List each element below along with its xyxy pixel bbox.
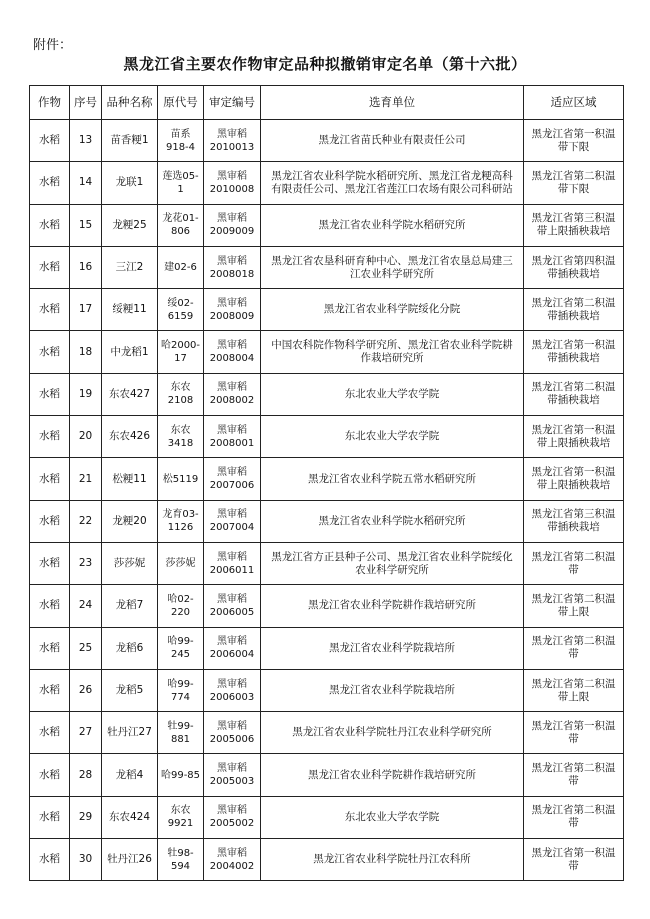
original-code-cell: 苗系918-4 <box>158 120 204 162</box>
table-row <box>30 754 624 796</box>
region-cell: 黑龙江省第一积温带上限插秧栽培 <box>524 416 624 458</box>
header-crop: 作物 <box>30 86 70 120</box>
breeder-cell: 黑龙江省农垦科研育种中心、黑龙江省农垦总局建三江农业科学研究所 <box>261 246 524 288</box>
breeder-cell: 黑龙江省苗氏种业有限责任公司 <box>261 120 524 162</box>
header-breeder: 选育单位 <box>261 86 524 120</box>
original-code-cell: 莲选05-1 <box>158 162 204 204</box>
original-code-cell: 绥02-6159 <box>158 289 204 331</box>
region-cell: 黑龙江省第四积温带插秧栽培 <box>524 246 624 288</box>
breeder-cell: 东北农业大学农学院 <box>261 796 524 838</box>
breeder-cell: 黑龙江省农业科学院栽培所 <box>261 627 524 669</box>
variety-name-cell: 三江2 <box>102 246 158 288</box>
breeder-cell: 东北农业大学农学院 <box>261 416 524 458</box>
table-header-row <box>30 86 624 120</box>
variety-name-cell: 龙稻5 <box>102 669 158 711</box>
crop-cell: 水稻 <box>30 585 70 627</box>
breeder-cell: 黑龙江省方正县种子公司、黑龙江省农业科学院绥化农业科学研究所 <box>261 542 524 584</box>
table-row <box>30 120 624 162</box>
crop-cell: 水稻 <box>30 669 70 711</box>
approval-number-cell: 黑审稻2009009 <box>204 204 261 246</box>
approval-number-cell: 黑审稻2006004 <box>204 627 261 669</box>
approval-number-cell: 黑审稻2004002 <box>204 839 261 881</box>
approval-number-cell: 黑审稻2008004 <box>204 331 261 373</box>
breeder-cell: 黑龙江省农业科学院栽培所 <box>261 669 524 711</box>
variety-name-cell: 龙稻6 <box>102 627 158 669</box>
table-row <box>30 669 624 711</box>
breeder-cell: 黑龙江省农业科学院水稻研究所、黑龙江省龙粳高科有限责任公司、黑龙江省莲江口农场有限公司科研站 <box>261 162 524 204</box>
table-row <box>30 712 624 754</box>
revocation-table <box>29 85 624 881</box>
original-code-cell: 哈99-245 <box>158 627 204 669</box>
number-cell: 16 <box>70 246 102 288</box>
table-row <box>30 627 624 669</box>
variety-name-cell: 松粳11 <box>102 458 158 500</box>
number-cell: 24 <box>70 585 102 627</box>
variety-name-cell: 莎莎妮 <box>102 542 158 584</box>
region-cell: 黑龙江省第二积温带下限 <box>524 162 624 204</box>
original-code-cell: 建02-6 <box>158 246 204 288</box>
number-cell: 30 <box>70 839 102 881</box>
number-cell: 17 <box>70 289 102 331</box>
original-code-cell: 龙育03-1126 <box>158 500 204 542</box>
table-row <box>30 542 624 584</box>
approval-number-cell: 黑审稻2006005 <box>204 585 261 627</box>
attachment-label: 附件： <box>33 38 73 53</box>
crop-cell: 水稻 <box>30 627 70 669</box>
original-code-cell: 松5119 <box>158 458 204 500</box>
crop-cell: 水稻 <box>30 373 70 415</box>
breeder-cell: 黑龙江省农业科学院五常水稻研究所 <box>261 458 524 500</box>
header-region: 适应区域 <box>524 86 624 120</box>
crop-cell: 水稻 <box>30 754 70 796</box>
breeder-cell: 黑龙江省农业科学院牡丹江农业科学研究所 <box>261 712 524 754</box>
breeder-cell: 黑龙江省农业科学院耕作栽培研究所 <box>261 754 524 796</box>
number-cell: 23 <box>70 542 102 584</box>
variety-name-cell: 牡丹江27 <box>102 712 158 754</box>
number-cell: 14 <box>70 162 102 204</box>
approval-number-cell: 黑审稻2005002 <box>204 796 261 838</box>
table-row <box>30 331 624 373</box>
header-approval-number: 审定编号 <box>204 86 261 120</box>
number-cell: 13 <box>70 120 102 162</box>
number-cell: 22 <box>70 500 102 542</box>
variety-name-cell: 龙稻4 <box>102 754 158 796</box>
original-code-cell: 哈2000-17 <box>158 331 204 373</box>
region-cell: 黑龙江省第一积温带 <box>524 839 624 881</box>
original-code-cell: 东农3418 <box>158 416 204 458</box>
table-row <box>30 839 624 881</box>
crop-cell: 水稻 <box>30 458 70 500</box>
approval-number-cell: 黑审稻2007004 <box>204 500 261 542</box>
approval-number-cell: 黑审稻2006003 <box>204 669 261 711</box>
crop-cell: 水稻 <box>30 120 70 162</box>
number-cell: 21 <box>70 458 102 500</box>
region-cell: 黑龙江省第二积温带上限 <box>524 669 624 711</box>
table-row <box>30 585 624 627</box>
table-row <box>30 373 624 415</box>
table-row <box>30 246 624 288</box>
crop-cell: 水稻 <box>30 416 70 458</box>
region-cell: 黑龙江省第二积温带 <box>524 754 624 796</box>
original-code-cell: 哈99-85 <box>158 754 204 796</box>
region-cell: 黑龙江省第一积温带下限 <box>524 120 624 162</box>
original-code-cell: 牡99-881 <box>158 712 204 754</box>
header-variety-name: 品种名称 <box>102 86 158 120</box>
variety-name-cell: 龙粳25 <box>102 204 158 246</box>
table-row <box>30 204 624 246</box>
table-row <box>30 162 624 204</box>
region-cell: 黑龙江省第三积温带插秧栽培 <box>524 500 624 542</box>
table-row <box>30 416 624 458</box>
number-cell: 15 <box>70 204 102 246</box>
table-row <box>30 500 624 542</box>
variety-name-cell: 龙稻7 <box>102 585 158 627</box>
original-code-cell: 东农2108 <box>158 373 204 415</box>
original-code-cell: 牡98-594 <box>158 839 204 881</box>
variety-name-cell: 龙粳20 <box>102 500 158 542</box>
original-code-cell: 东农9921 <box>158 796 204 838</box>
approval-number-cell: 黑审稻2005006 <box>204 712 261 754</box>
approval-number-cell: 黑审稻2006011 <box>204 542 261 584</box>
approval-number-cell: 黑审稻2008009 <box>204 289 261 331</box>
region-cell: 黑龙江省第二积温带插秧栽培 <box>524 289 624 331</box>
region-cell: 黑龙江省第二积温带插秧栽培 <box>524 373 624 415</box>
table-row <box>30 796 624 838</box>
number-cell: 27 <box>70 712 102 754</box>
region-cell: 黑龙江省第二积温带 <box>524 627 624 669</box>
approval-number-cell: 黑审稻2010013 <box>204 120 261 162</box>
region-cell: 黑龙江省第二积温带 <box>524 796 624 838</box>
variety-name-cell: 牡丹江26 <box>102 839 158 881</box>
header-original-code: 原代号 <box>158 86 204 120</box>
region-cell: 黑龙江省第一积温带上限插秧栽培 <box>524 458 624 500</box>
approval-number-cell: 黑审稻2005003 <box>204 754 261 796</box>
breeder-cell: 中国农科院作物科学研究所、黑龙江省农业科学院耕作栽培研究所 <box>261 331 524 373</box>
breeder-cell: 黑龙江省农业科学院牡丹江农科所 <box>261 839 524 881</box>
original-code-cell: 莎莎妮 <box>158 542 204 584</box>
crop-cell: 水稻 <box>30 162 70 204</box>
approval-number-cell: 黑审稻2007006 <box>204 458 261 500</box>
crop-cell: 水稻 <box>30 712 70 754</box>
crop-cell: 水稻 <box>30 796 70 838</box>
table-row <box>30 458 624 500</box>
variety-name-cell: 龙联1 <box>102 162 158 204</box>
approval-number-cell: 黑审稻2010008 <box>204 162 261 204</box>
number-cell: 25 <box>70 627 102 669</box>
variety-name-cell: 东农426 <box>102 416 158 458</box>
original-code-cell: 哈02-220 <box>158 585 204 627</box>
variety-name-cell: 苗香粳1 <box>102 120 158 162</box>
number-cell: 19 <box>70 373 102 415</box>
region-cell: 黑龙江省第二积温带 <box>524 542 624 584</box>
breeder-cell: 东北农业大学农学院 <box>261 373 524 415</box>
region-cell: 黑龙江省第三积温带上限插秧栽培 <box>524 204 624 246</box>
crop-cell: 水稻 <box>30 204 70 246</box>
crop-cell: 水稻 <box>30 542 70 584</box>
crop-cell: 水稻 <box>30 500 70 542</box>
number-cell: 29 <box>70 796 102 838</box>
table-row <box>30 289 624 331</box>
variety-name-cell: 绥粳11 <box>102 289 158 331</box>
approval-number-cell: 黑审稻2008001 <box>204 416 261 458</box>
approval-number-cell: 黑审稻2008002 <box>204 373 261 415</box>
variety-name-cell: 东农427 <box>102 373 158 415</box>
approval-number-cell: 黑审稻2008018 <box>204 246 261 288</box>
crop-cell: 水稻 <box>30 246 70 288</box>
crop-cell: 水稻 <box>30 289 70 331</box>
number-cell: 18 <box>70 331 102 373</box>
crop-cell: 水稻 <box>30 839 70 881</box>
number-cell: 28 <box>70 754 102 796</box>
breeder-cell: 黑龙江省农业科学院水稻研究所 <box>261 204 524 246</box>
region-cell: 黑龙江省第二积温带上限 <box>524 585 624 627</box>
breeder-cell: 黑龙江省农业科学院水稻研究所 <box>261 500 524 542</box>
variety-name-cell: 中龙稻1 <box>102 331 158 373</box>
region-cell: 黑龙江省第一积温带 <box>524 712 624 754</box>
variety-name-cell: 东农424 <box>102 796 158 838</box>
breeder-cell: 黑龙江省农业科学院耕作栽培研究所 <box>261 585 524 627</box>
header-number: 序号 <box>70 86 102 120</box>
original-code-cell: 龙花01-806 <box>158 204 204 246</box>
number-cell: 26 <box>70 669 102 711</box>
crop-cell: 水稻 <box>30 331 70 373</box>
breeder-cell: 黑龙江省农业科学院绥化分院 <box>261 289 524 331</box>
region-cell: 黑龙江省第一积温带插秧栽培 <box>524 331 624 373</box>
original-code-cell: 哈99-774 <box>158 669 204 711</box>
document-title: 黑龙江省主要农作物审定品种拟撤销审定名单（第十六批） <box>123 55 527 73</box>
number-cell: 20 <box>70 416 102 458</box>
